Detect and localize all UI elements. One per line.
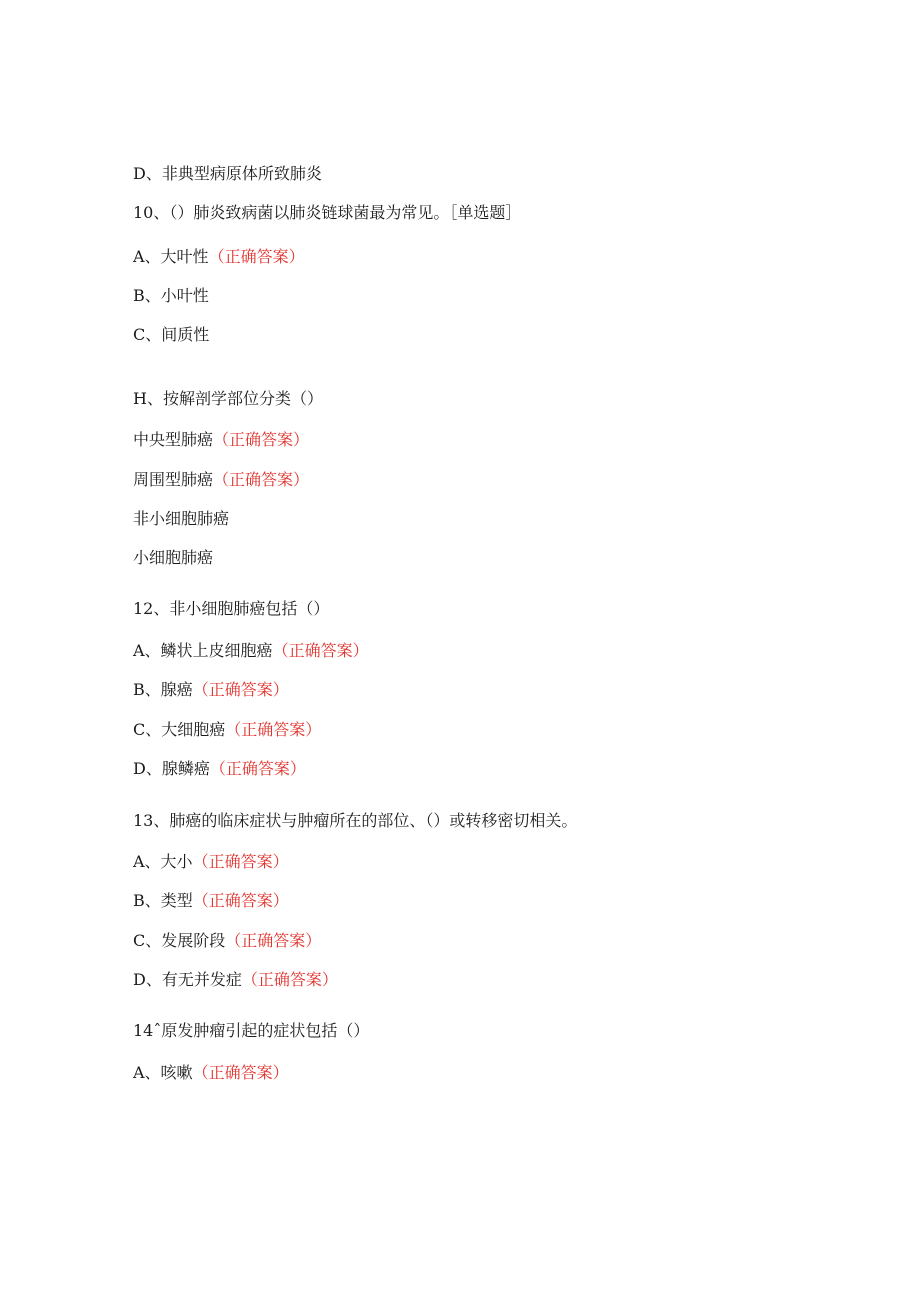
line-text: 12、非小细胞肺癌包括（） [133,599,330,618]
correct-answer-mark: （正确答案） [241,970,338,989]
option-line [133,758,306,780]
line-text: 周围型肺癌 [133,470,214,489]
correct-answer-mark: （正确答案） [192,680,289,699]
option-line [133,640,369,662]
line-text: C、大细胞癌 [133,720,226,739]
option-line [133,469,309,491]
option-line [133,285,209,307]
option-line [133,246,305,268]
option-line [133,429,309,451]
correct-answer-mark: （正确答案） [225,931,322,950]
correct-answer-mark: （正确答案） [213,430,310,449]
line-text: D、有无并发症 [133,970,242,989]
line-text: A、鳞状上皮细胞癌 [133,641,273,660]
line-text: C、间质性 [133,325,210,344]
correct-answer-mark: （正确答案） [225,720,322,739]
line-text: A、大叶性 [133,247,209,266]
line-text: 14ˆ原发肿瘤引起的症状包括（） [133,1021,370,1040]
option-line [133,851,289,873]
option-line [133,719,321,741]
line-text: A、大小 [133,852,193,871]
option-line [133,547,213,569]
question-line [133,598,329,620]
option-line [133,508,229,530]
line-text: 非小细胞肺癌 [133,509,230,528]
option-line [133,890,289,912]
line-text: B、腺癌 [133,680,193,699]
correct-answer-mark: （正确答案） [192,852,289,871]
correct-answer-mark: （正确答案） [192,891,289,910]
option-line [133,930,321,952]
option-line [133,679,289,701]
question-line [133,810,577,832]
line-text: B、小叶性 [133,286,209,305]
option-line [133,324,209,346]
question-line [133,1020,369,1042]
line-text: D、腺鳞癌 [133,759,210,778]
correct-answer-mark: （正确答案） [213,470,310,489]
question-line [133,202,521,224]
line-text: C、发展阶段 [133,931,226,950]
correct-answer-mark: （正确答案） [209,759,306,778]
line-text: 小细胞肺癌 [133,548,214,567]
line-text: D、非典型病原体所致肺炎 [133,164,322,183]
correct-answer-mark: （正确答案） [192,1063,289,1082]
line-text: 中央型肺癌 [133,430,214,449]
line-text: 10、（）肺炎致病菌以肺炎链球菌最为常见。［单选题］ [133,203,522,222]
correct-answer-mark: （正确答案） [208,247,305,266]
line-text: A、咳嗽 [133,1063,193,1082]
question-line [133,388,323,410]
option-line [133,969,338,991]
line-text: H、按解剖学部位分类（） [133,389,323,408]
correct-answer-mark: （正确答案） [272,641,369,660]
option-line [133,1062,289,1084]
option-line [133,163,322,185]
line-text: B、类型 [133,891,193,910]
line-text: 13、肺癌的临床症状与肿瘤所在的部位、（）或转移密切相关。 [133,811,578,830]
